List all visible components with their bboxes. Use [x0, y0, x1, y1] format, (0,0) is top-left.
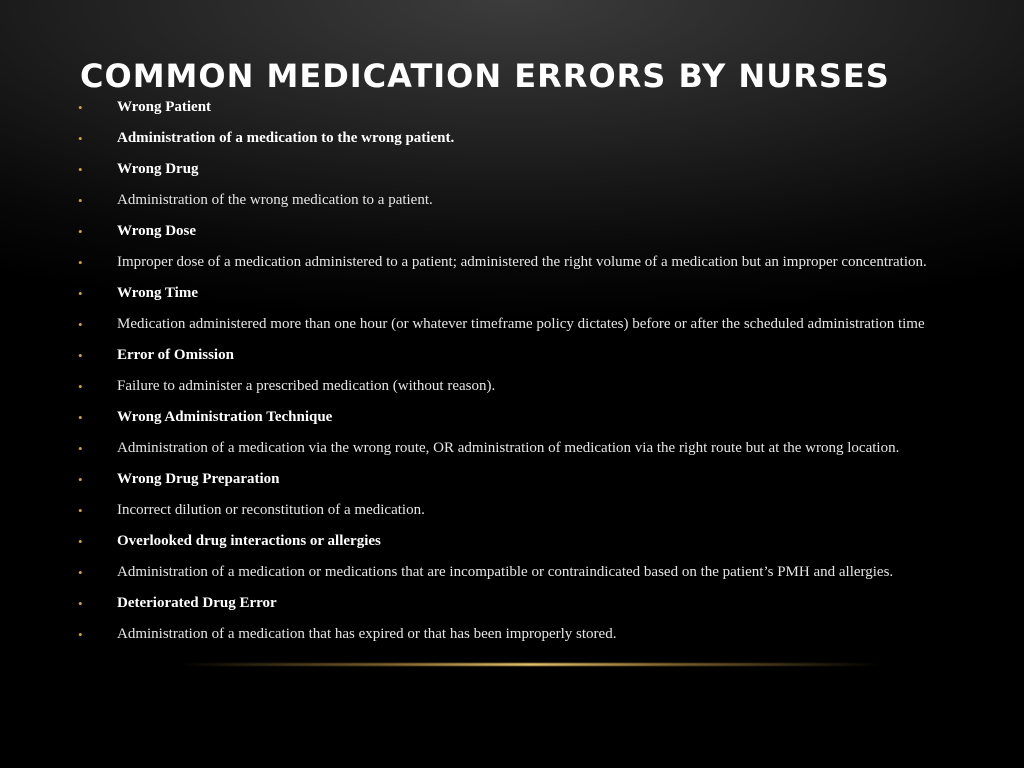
bullet-item — [78, 439, 938, 458]
bullet-item — [78, 563, 938, 582]
bullet-dot-icon: • — [78, 255, 83, 270]
bullet-item — [78, 470, 938, 489]
bullet-text: Wrong Drug — [117, 161, 199, 177]
bullet-item — [78, 625, 938, 644]
bullet-dot-icon: • — [78, 193, 83, 208]
bullet-text: Administration of a medication that has expired or that has been improperly stored. — [117, 626, 617, 642]
bullet-list — [78, 98, 938, 656]
bullet-text: Error of Omission — [117, 347, 234, 363]
bullet-dot-icon: • — [78, 565, 83, 580]
bullet-text: Overlooked drug interactions or allergies — [117, 533, 381, 549]
bullet-text: Deteriorated Drug Error — [117, 595, 277, 611]
bullet-text: Medication administered more than one hour (or whatever timeframe policy dictates) before or after the scheduled administration time — [117, 316, 925, 332]
bullet-dot-icon: • — [78, 162, 83, 177]
bullet-item — [78, 408, 938, 427]
bullet-dot-icon: • — [78, 100, 83, 115]
bullet-text: Incorrect dilution or reconstitution of a medication. — [117, 502, 425, 518]
bullet-item — [78, 377, 938, 396]
bullet-dot-icon: • — [78, 596, 83, 611]
bullet-dot-icon: • — [78, 534, 83, 549]
bullet-item — [78, 346, 938, 365]
bullet-item — [78, 191, 938, 210]
bullet-item — [78, 501, 938, 520]
bullet-text: Administration of a medication via the wrong route, OR administration of medication via the right route but at the wrong location. — [117, 440, 900, 456]
bullet-dot-icon: • — [78, 410, 83, 425]
bullet-dot-icon: • — [78, 317, 83, 332]
bullet-item — [78, 160, 938, 179]
bullet-dot-icon: • — [78, 379, 83, 394]
bullet-text: Wrong Drug Preparation — [117, 471, 280, 487]
bullet-text: Administration of the wrong medication to a patient. — [117, 192, 433, 208]
bullet-text: Wrong Patient — [117, 99, 212, 115]
bullet-item — [78, 222, 938, 241]
bullet-dot-icon: • — [78, 348, 83, 363]
bullet-text: Failure to administer a prescribed medication (without reason). — [117, 378, 496, 394]
bullet-text: Wrong Dose — [117, 223, 197, 239]
bullet-dot-icon: • — [78, 224, 83, 239]
bullet-item — [78, 284, 938, 303]
bullet-dot-icon: • — [78, 627, 83, 642]
decorative-glow-line — [180, 663, 880, 666]
bullet-dot-icon: • — [78, 131, 83, 146]
bullet-text: Wrong Administration Technique — [117, 409, 333, 425]
slide-title: COMMON MEDICATION ERRORS BY NURSES — [80, 57, 890, 95]
bullet-item — [78, 315, 938, 334]
bullet-item — [78, 594, 938, 613]
bullet-dot-icon: • — [78, 503, 83, 518]
bullet-dot-icon: • — [78, 472, 83, 487]
bullet-text: Administration of a medication to the wrong patient. — [117, 130, 455, 146]
bullet-dot-icon: • — [78, 441, 83, 456]
bullet-text: Wrong Time — [117, 285, 198, 301]
bullet-item — [78, 253, 938, 272]
bullet-item — [78, 98, 938, 117]
bullet-text: Administration of a medication or medications that are incompatible or contraindicated based on the patient’s PMH and allergies. — [117, 564, 894, 580]
bullet-dot-icon: • — [78, 286, 83, 301]
bullet-item — [78, 129, 938, 148]
bullet-text: Improper dose of a medication administered to a patient; administered the right volume of a medication but an improper concentration. — [117, 254, 927, 270]
bullet-item — [78, 532, 938, 551]
